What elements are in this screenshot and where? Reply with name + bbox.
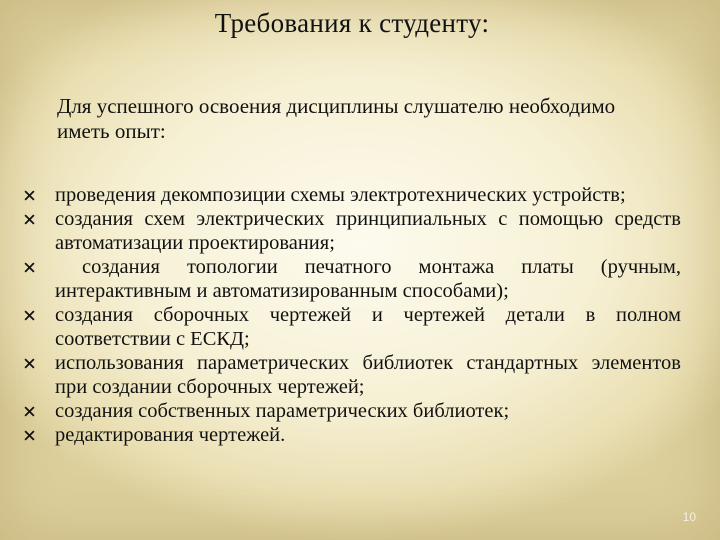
requirements-list — [0, 183, 720, 447]
x-mark-icon — [21, 303, 37, 327]
x-mark-icon — [21, 423, 37, 447]
slide-title: Требования к студенту: — [214, 8, 490, 38]
list-item: создания схем электрических принципиальных с помощью средств автоматизации проектирования; — [55, 207, 681, 255]
x-mark-icon — [21, 399, 37, 423]
list-item: использования параметрических библиотек стандартных элементов при создании сборочных чертежей; — [55, 351, 681, 399]
x-mark-icon — [21, 255, 37, 279]
page-number: 10 — [682, 510, 696, 524]
list-item: редактирования чертежей. — [55, 423, 681, 447]
list-item: создания сборочных чертежей и чертежей детали в полном соответствии с ЕСКД; — [55, 303, 681, 351]
x-mark-icon — [21, 183, 37, 207]
x-mark-icon — [21, 207, 37, 231]
x-mark-icon — [21, 351, 37, 375]
list-item: проведения декомпозиции схемы электротехнических устройств; — [55, 183, 681, 207]
list-item: создания топологии печатного монтажа платы (ручным, интерактивным и автоматизированным способами); — [55, 255, 681, 303]
list-item: создания собственных параметрических библиотек; — [55, 399, 681, 423]
intro-text: Для успешного освоения дисциплины слушателю необходимо иметь опыт: — [57, 94, 616, 143]
